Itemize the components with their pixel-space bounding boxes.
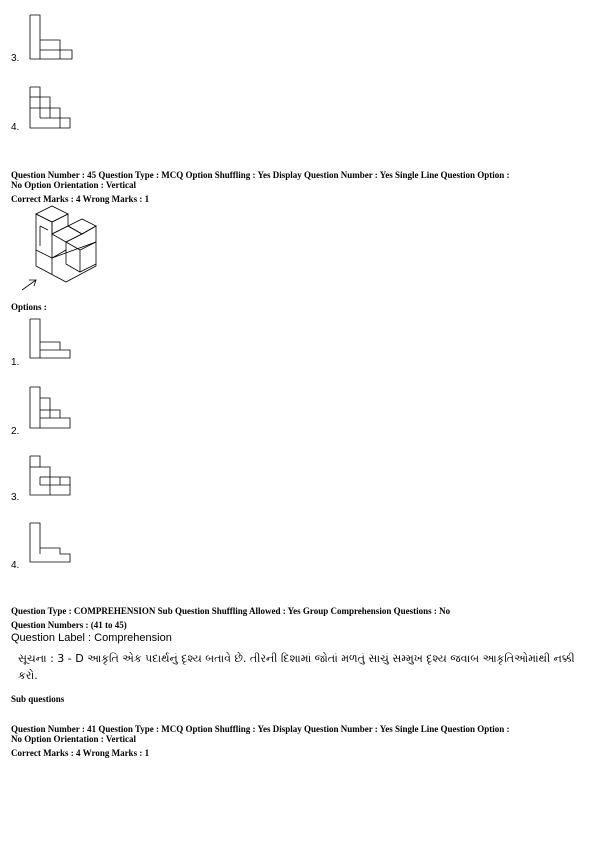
comprehension-question-numbers: Question Numbers : (41 to 45) [11,620,127,630]
q45-option-2-number: 2. [11,426,20,437]
q41-header-line1: Question Number : 41 Question Type : MCQ Option Shuffling : Yes Display Question Number : Yes Single Line Question Option : [11,724,510,734]
q45-header-line2: No Option Orientation : Vertical [11,180,136,190]
q45-option-3-figure [28,455,76,497]
comprehension-header: Question Type : COMPREHENSION Sub Question Shuffling Allowed : Yes Group Comprehension Questions : No [11,606,451,616]
comprehension-instruction-line1: સૂચના : 3 - D આકૃતિ એક પદાર્થનું દૃશ્ય બતાવે છે. તીરની દિશામાં જોતાં મળતું સાચું સમ્મુખ દૃશ્ય જવાબ આકૃતિઓમાંથી નક્કી [18,652,575,665]
q45-option-4-figure [28,522,76,564]
q45-option-1-figure [28,318,76,360]
top-option-3-figure [28,14,78,60]
q45-option-3-number: 3. [11,492,20,503]
q45-marks: Correct Marks : 4 Wrong Marks : 1 [11,194,150,204]
q41-marks: Correct Marks : 4 Wrong Marks : 1 [11,748,150,758]
comprehension-question-label: Question Label : Comprehension [11,632,172,644]
top-option-4-figure [28,86,74,130]
top-option-3-number: 3. [11,53,20,64]
q41-header-line2: No Option Orientation : Vertical [11,734,136,744]
q45-options-label: Options : [11,302,47,312]
q45-header-line1: Question Number : 45 Question Type : MCQ Option Shuffling : Yes Display Question Number : Yes Single Line Question Option : [11,170,510,180]
q45-3d-object-figure [14,206,106,296]
top-option-4-number: 4. [11,122,20,133]
q45-option-2-figure [28,386,76,430]
comprehension-instruction-line2: કરો. [18,669,38,682]
sub-questions-label: Sub questions [11,694,65,704]
q45-option-1-number: 1. [11,357,20,368]
q45-option-4-number: 4. [11,560,20,571]
